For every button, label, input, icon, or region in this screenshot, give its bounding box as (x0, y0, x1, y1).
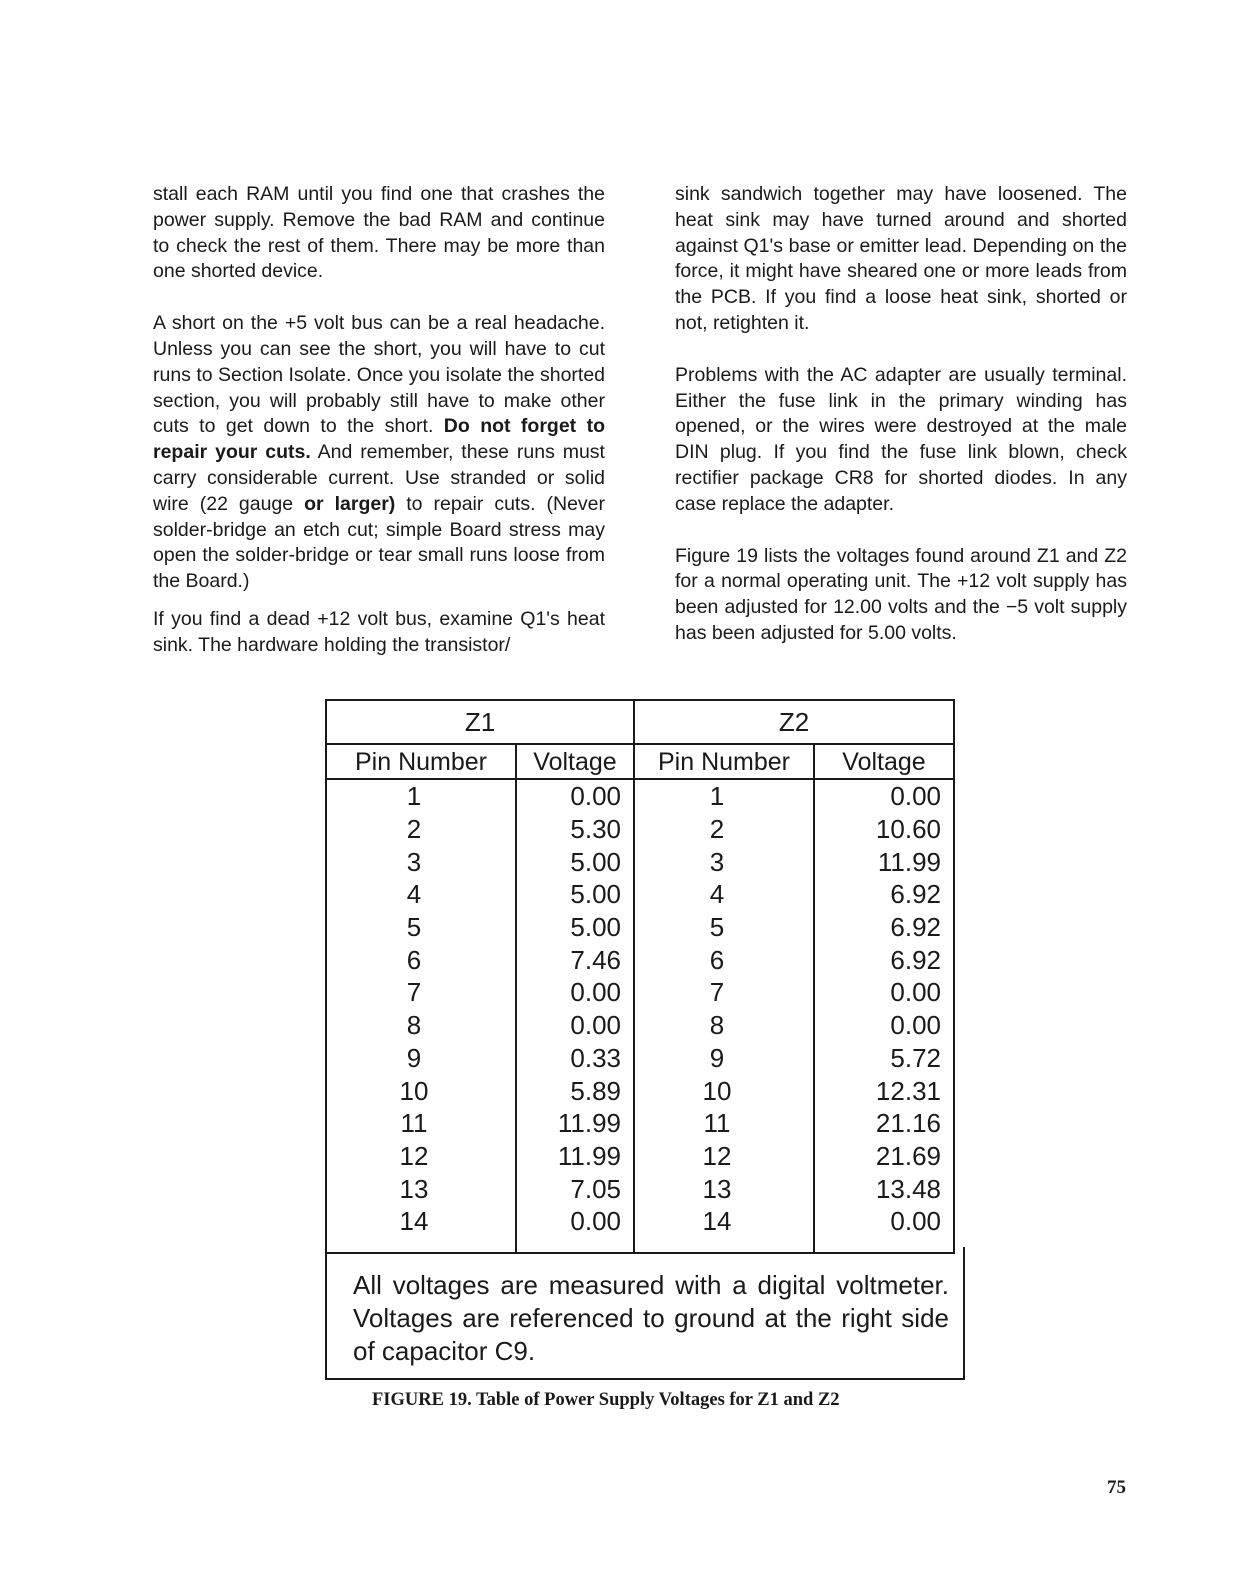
z2-pin-cell: 7 (634, 976, 814, 1009)
z2-pin-cell: 14 (634, 1205, 814, 1238)
left-text-column (153, 182, 605, 659)
z2-pin-cell: 8 (634, 1009, 814, 1042)
z2-voltage-cell: 10.60 (814, 813, 954, 846)
table-row (326, 845, 954, 878)
z2-voltage-cell: 6.92 (814, 911, 954, 944)
paragraph-text: And remember, these runs must carry considerable current. Use stranded or solid wire (22 gauge (153, 441, 605, 515)
z2-voltage-cell: 12.31 (814, 1074, 954, 1107)
z2-voltage-cell: 0.00 (814, 779, 954, 813)
z1-voltage-cell: 5.00 (516, 845, 634, 878)
z2-pin-cell: 11 (634, 1107, 814, 1140)
z1-pin-cell: 12 (326, 1140, 516, 1173)
column-header-z1-pin: Pin Number (326, 744, 516, 779)
z1-pin-cell: 8 (326, 1009, 516, 1042)
z2-pin-cell: 1 (634, 779, 814, 813)
z1-voltage-cell: 7.05 (516, 1172, 634, 1205)
table-row (326, 1140, 954, 1173)
z1-pin-cell: 6 (326, 943, 516, 976)
table-row (326, 1009, 954, 1042)
group-header-z2: Z2 (634, 700, 954, 744)
z2-voltage-cell: 0.00 (814, 976, 954, 1009)
z2-voltage-cell: 21.69 (814, 1140, 954, 1173)
z2-voltage-cell: 5.72 (814, 1042, 954, 1075)
z1-pin-cell: 5 (326, 911, 516, 944)
z1-pin-cell: 9 (326, 1042, 516, 1075)
z1-voltage-cell: 5.00 (516, 911, 634, 944)
table-row (326, 1074, 954, 1107)
z1-voltage-cell: 5.89 (516, 1074, 634, 1107)
z2-voltage-cell: 11.99 (814, 845, 954, 878)
column-header-z2-pin: Pin Number (634, 744, 814, 779)
paragraph-ac-adapter: Problems with the AC adapter are usually terminal. Either the fuse link in the primary winding has opened, or the wires were destroyed at the male DIN plug. If you find the fuse link blown, check rectifier package CR8 for shorted diodes. In any case replace the adapter. (675, 363, 1127, 515)
table-note: All voltages are measured with a digital voltmeter. Voltages are referenced to ground at the right side of capacitor C9. (325, 1247, 965, 1380)
z1-pin-cell: 7 (326, 976, 516, 1009)
table-row (326, 779, 954, 813)
z1-voltage-cell: 0.33 (516, 1042, 634, 1075)
z2-pin-cell: 6 (634, 943, 814, 976)
column-header-z2-voltage: Voltage (814, 744, 954, 779)
table-row (326, 1042, 954, 1075)
z2-voltage-cell: 6.92 (814, 943, 954, 976)
z2-pin-cell: 9 (634, 1042, 814, 1075)
table-row (326, 1107, 954, 1140)
z2-voltage-cell: 0.00 (814, 1205, 954, 1238)
table-row (326, 911, 954, 944)
z2-pin-cell: 5 (634, 911, 814, 944)
paragraph-text: to repair cuts. (Never solder-bridge an etch cut; simple Board stress may open the solder-bridge or tear small runs loose from the Board.) (153, 492, 606, 593)
table-row (326, 1172, 954, 1205)
z2-voltage-cell: 13.48 (814, 1172, 954, 1205)
z1-pin-cell: 4 (326, 878, 516, 911)
z2-pin-cell: 2 (634, 813, 814, 846)
figure-caption: FIGURE 19. Table of Power Supply Voltages for Z1 and Z2 (372, 1390, 840, 1410)
z2-pin-cell: 13 (634, 1172, 814, 1205)
z1-voltage-cell: 5.30 (516, 813, 634, 846)
z1-voltage-cell: 0.00 (516, 1205, 634, 1238)
z1-voltage-cell: 11.99 (516, 1140, 634, 1173)
table-row (326, 1205, 954, 1238)
z1-pin-cell: 11 (326, 1107, 516, 1140)
z2-pin-cell: 10 (634, 1074, 814, 1107)
emphasis-or-larger: or larger) (304, 492, 396, 515)
table-row (326, 813, 954, 846)
z2-voltage-cell: 21.16 (814, 1107, 954, 1140)
z1-pin-cell: 10 (326, 1074, 516, 1107)
column-header-z1-voltage: Voltage (516, 744, 634, 779)
paragraph-five-volt-short (153, 311, 605, 595)
paragraph-twelve-volt-bus: If you find a dead +12 volt bus, examine Q1's heat sink. The hardware holding the transistor/ (153, 607, 605, 656)
z1-pin-cell: 3 (326, 845, 516, 878)
z1-voltage-cell: 0.00 (516, 779, 634, 813)
table-group-header-row (326, 700, 954, 744)
z1-voltage-cell: 0.00 (516, 1009, 634, 1042)
paragraph-text: A short on the +5 volt bus can be a real headache. Unless you can see the short, you will have to cut runs to Section Isolate. Once you isolate the shorted section, you will probably still have to make other cuts to get down to the short. (153, 312, 606, 438)
z1-voltage-cell: 7.46 (516, 943, 634, 976)
emphasis-repair-cuts: Do not forget to repair your cuts. (153, 415, 605, 464)
z1-voltage-cell: 0.00 (516, 976, 634, 1009)
group-header-z1: Z1 (326, 700, 634, 744)
z1-voltage-cell: 5.00 (516, 878, 634, 911)
paragraph-ram-check: stall each RAM until you find one that crashes the power supply. Remove the bad RAM and continue to check the rest of them. There may be more than one shorted device. (153, 183, 605, 283)
z1-pin-cell: 2 (326, 813, 516, 846)
z1-pin-cell: 1 (326, 779, 516, 813)
voltage-table (325, 699, 955, 1254)
right-text-column (675, 182, 1127, 647)
z2-voltage-cell: 0.00 (814, 1009, 954, 1042)
table-body (326, 779, 954, 1253)
table-column-header-row (326, 744, 954, 779)
z2-voltage-cell: 6.92 (814, 878, 954, 911)
z1-voltage-cell: 11.99 (516, 1107, 634, 1140)
z1-pin-cell: 14 (326, 1205, 516, 1238)
z2-pin-cell: 4 (634, 878, 814, 911)
table-row (326, 878, 954, 911)
paragraph-heat-sink: sink sandwich together may have loosened. The heat sink may have turned around and shorted against Q1's base or emitter lead. Depending on the force, it might have sheared one or more leads from the PCB. If you find a loose heat sink, shorted or not, retighten it. (675, 183, 1127, 334)
table-row (326, 976, 954, 1009)
z2-pin-cell: 12 (634, 1140, 814, 1173)
table-row (326, 943, 954, 976)
z2-pin-cell: 3 (634, 845, 814, 878)
paragraph-figure-reference: Figure 19 lists the voltages found around Z1 and Z2 for a normal operating unit. The +12 volt supply has been adjusted for 12.00 volts and the −5 volt supply has been adjusted for 5.00 volts. (675, 544, 1127, 644)
page-number: 75 (1107, 1477, 1126, 1498)
z1-pin-cell: 13 (326, 1172, 516, 1205)
